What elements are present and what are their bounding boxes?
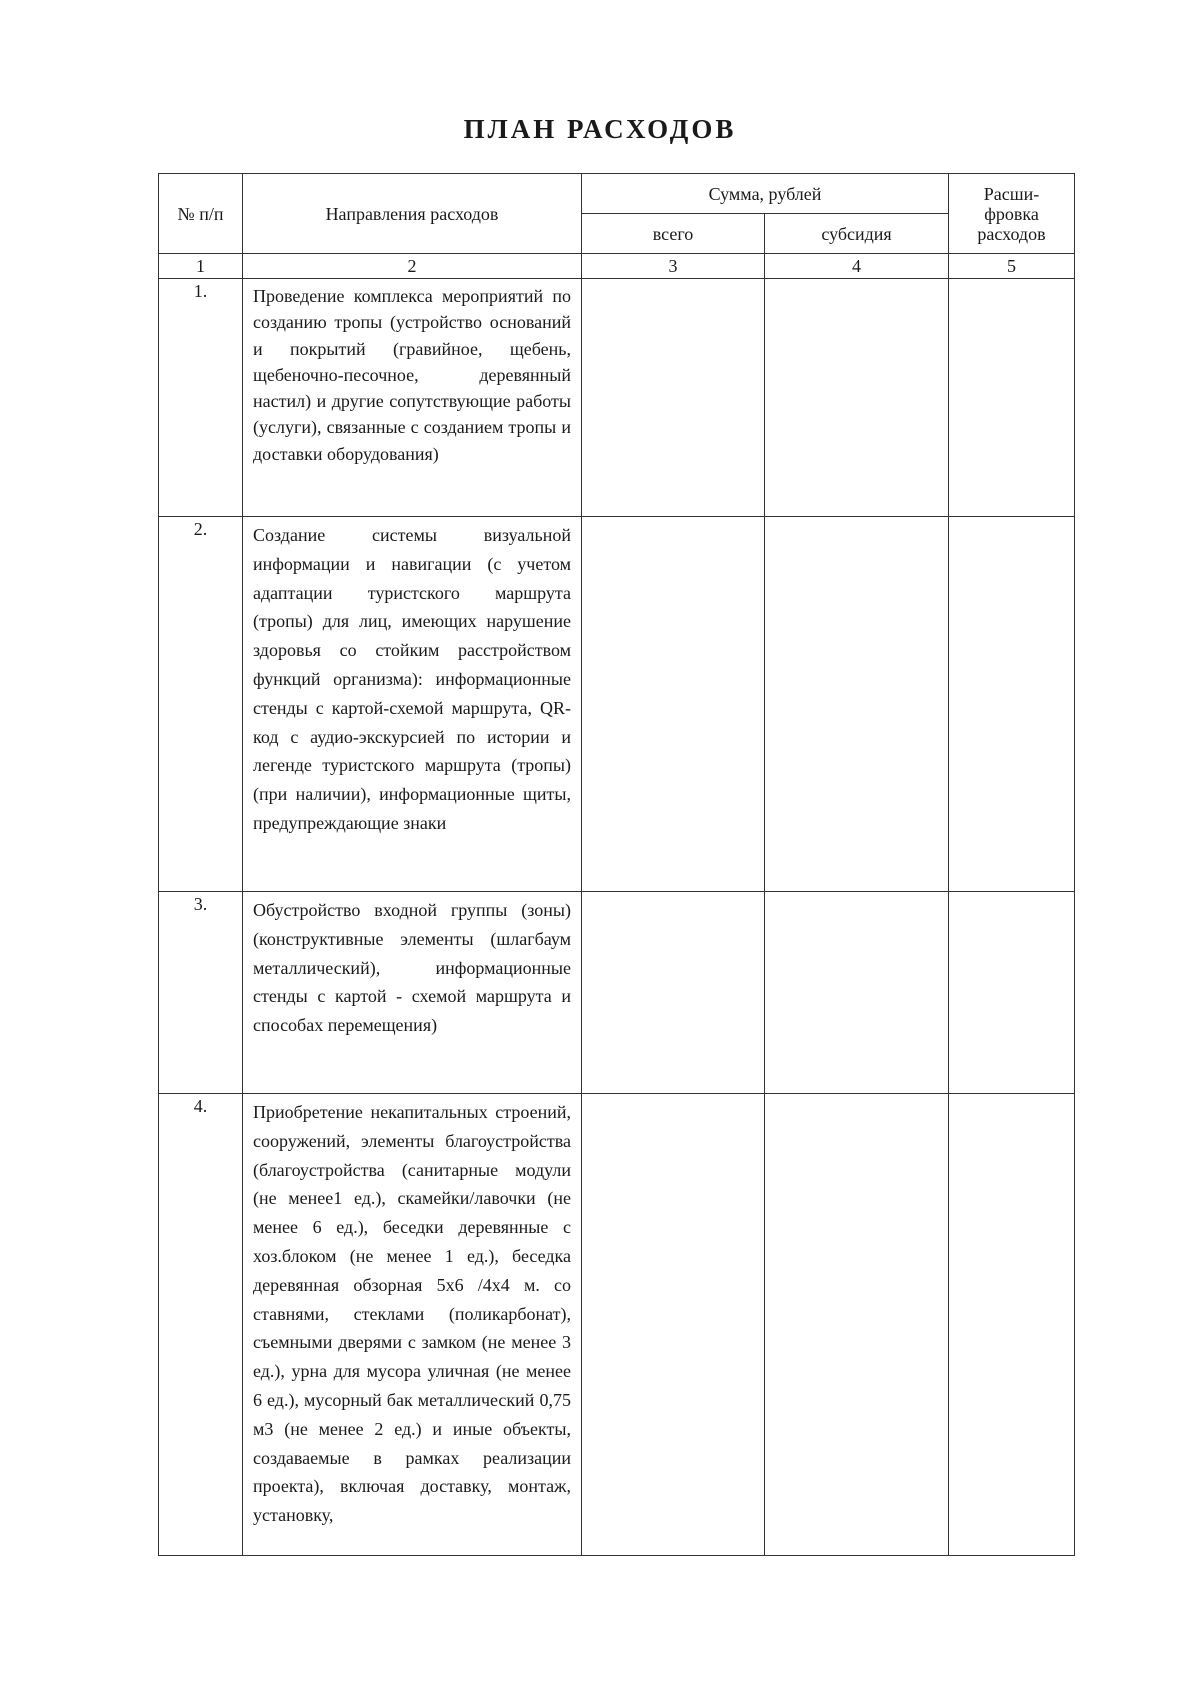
row-number: 2. bbox=[159, 517, 243, 892]
column-number: 1 bbox=[159, 254, 243, 279]
column-number: 2 bbox=[243, 254, 582, 279]
table-row bbox=[159, 517, 1075, 892]
header-total: всего bbox=[582, 214, 765, 254]
expense-direction-cell bbox=[243, 1094, 582, 1556]
breakdown-cell bbox=[949, 1094, 1075, 1556]
header-breakdown-line2: фровка bbox=[984, 203, 1039, 224]
expense-direction-cell bbox=[243, 517, 582, 892]
total-cell bbox=[582, 279, 765, 517]
row-number: 4. bbox=[159, 1094, 243, 1556]
header-num: № п/п bbox=[159, 174, 243, 254]
page-title: ПЛАН РАСХОДОВ bbox=[463, 114, 737, 144]
expense-plan-table bbox=[158, 173, 1075, 1556]
breakdown-cell bbox=[949, 517, 1075, 892]
column-number: 5 bbox=[949, 254, 1075, 279]
subsidy-cell bbox=[765, 517, 949, 892]
expense-direction: Обустройство входной группы (зоны) (конструктивные элементы (шлагбаум металлический), информационные стенды с картой - схемой маршрута и способах перемещения) bbox=[253, 900, 571, 1036]
column-number: 4 bbox=[765, 254, 949, 279]
total-cell bbox=[582, 517, 765, 892]
breakdown-cell bbox=[949, 892, 1075, 1094]
expense-direction: Приобретение некапитальных строений, сооружений, элементы благоустройства (благоустройства (санитарные модули (не менее1 ед.), скамейки/лавочки (не менее 6 ед.), беседки деревянные с хоз.блоком (не менее 1 ед.), беседка деревянная обзорная 5х6 /4х4 м. со ставнями, стеклами (поликарбонат), съемными дверями с замком (не менее 3 ед.), урна для мусора уличная (не менее 6 ед.), мусорный бак металлический 0,75 м3 (не менее 2 ед.) и иные объекты, создаваемые в рамках реализации проекта), включая доставку, монтаж, установку, bbox=[253, 1102, 571, 1526]
subsidy-cell bbox=[765, 279, 949, 517]
header-sum: Сумма, рублей bbox=[582, 174, 949, 214]
expense-direction: Проведение комплекса мероприятий по созданию тропы (устройство оснований и покрытий (гравийное, щебень, щебеночно-песочное, деревянный настил) и другие сопутствующие работы (услуги), связанные с созданием тропы и доставки оборудования) bbox=[253, 286, 571, 464]
expense-direction-cell bbox=[243, 279, 582, 517]
column-number: 3 bbox=[582, 254, 765, 279]
expense-direction-cell bbox=[243, 892, 582, 1094]
table-row bbox=[159, 279, 1075, 517]
subsidy-cell bbox=[765, 892, 949, 1094]
header-breakdown-line1: Расши- bbox=[983, 183, 1040, 204]
total-cell bbox=[582, 1094, 765, 1556]
header-subsidy: субсидия bbox=[765, 214, 949, 254]
row-number: 3. bbox=[159, 892, 243, 1094]
breakdown-cell bbox=[949, 279, 1075, 517]
table-row bbox=[159, 1094, 1075, 1556]
row-number: 1. bbox=[159, 279, 243, 517]
header-breakdown bbox=[949, 174, 1075, 254]
expense-direction: Создание системы визуальной информации и навигации (с учетом адаптации туристского маршрута (тропы) для лиц, имеющих нарушение здоровья со стойким расстройством функций организма): информационные стенды с картой-схемой маршрута, QR-код с аудио-экскурсией по истории и легенде туристского маршрута (тропы) (при наличии), информационные щиты, предупреждающие знаки bbox=[253, 525, 571, 833]
header-breakdown-line3: расходов bbox=[977, 223, 1046, 244]
total-cell bbox=[582, 892, 765, 1094]
header-direction: Направления расходов bbox=[243, 174, 582, 254]
table-row bbox=[159, 892, 1075, 1094]
subsidy-cell bbox=[765, 1094, 949, 1556]
